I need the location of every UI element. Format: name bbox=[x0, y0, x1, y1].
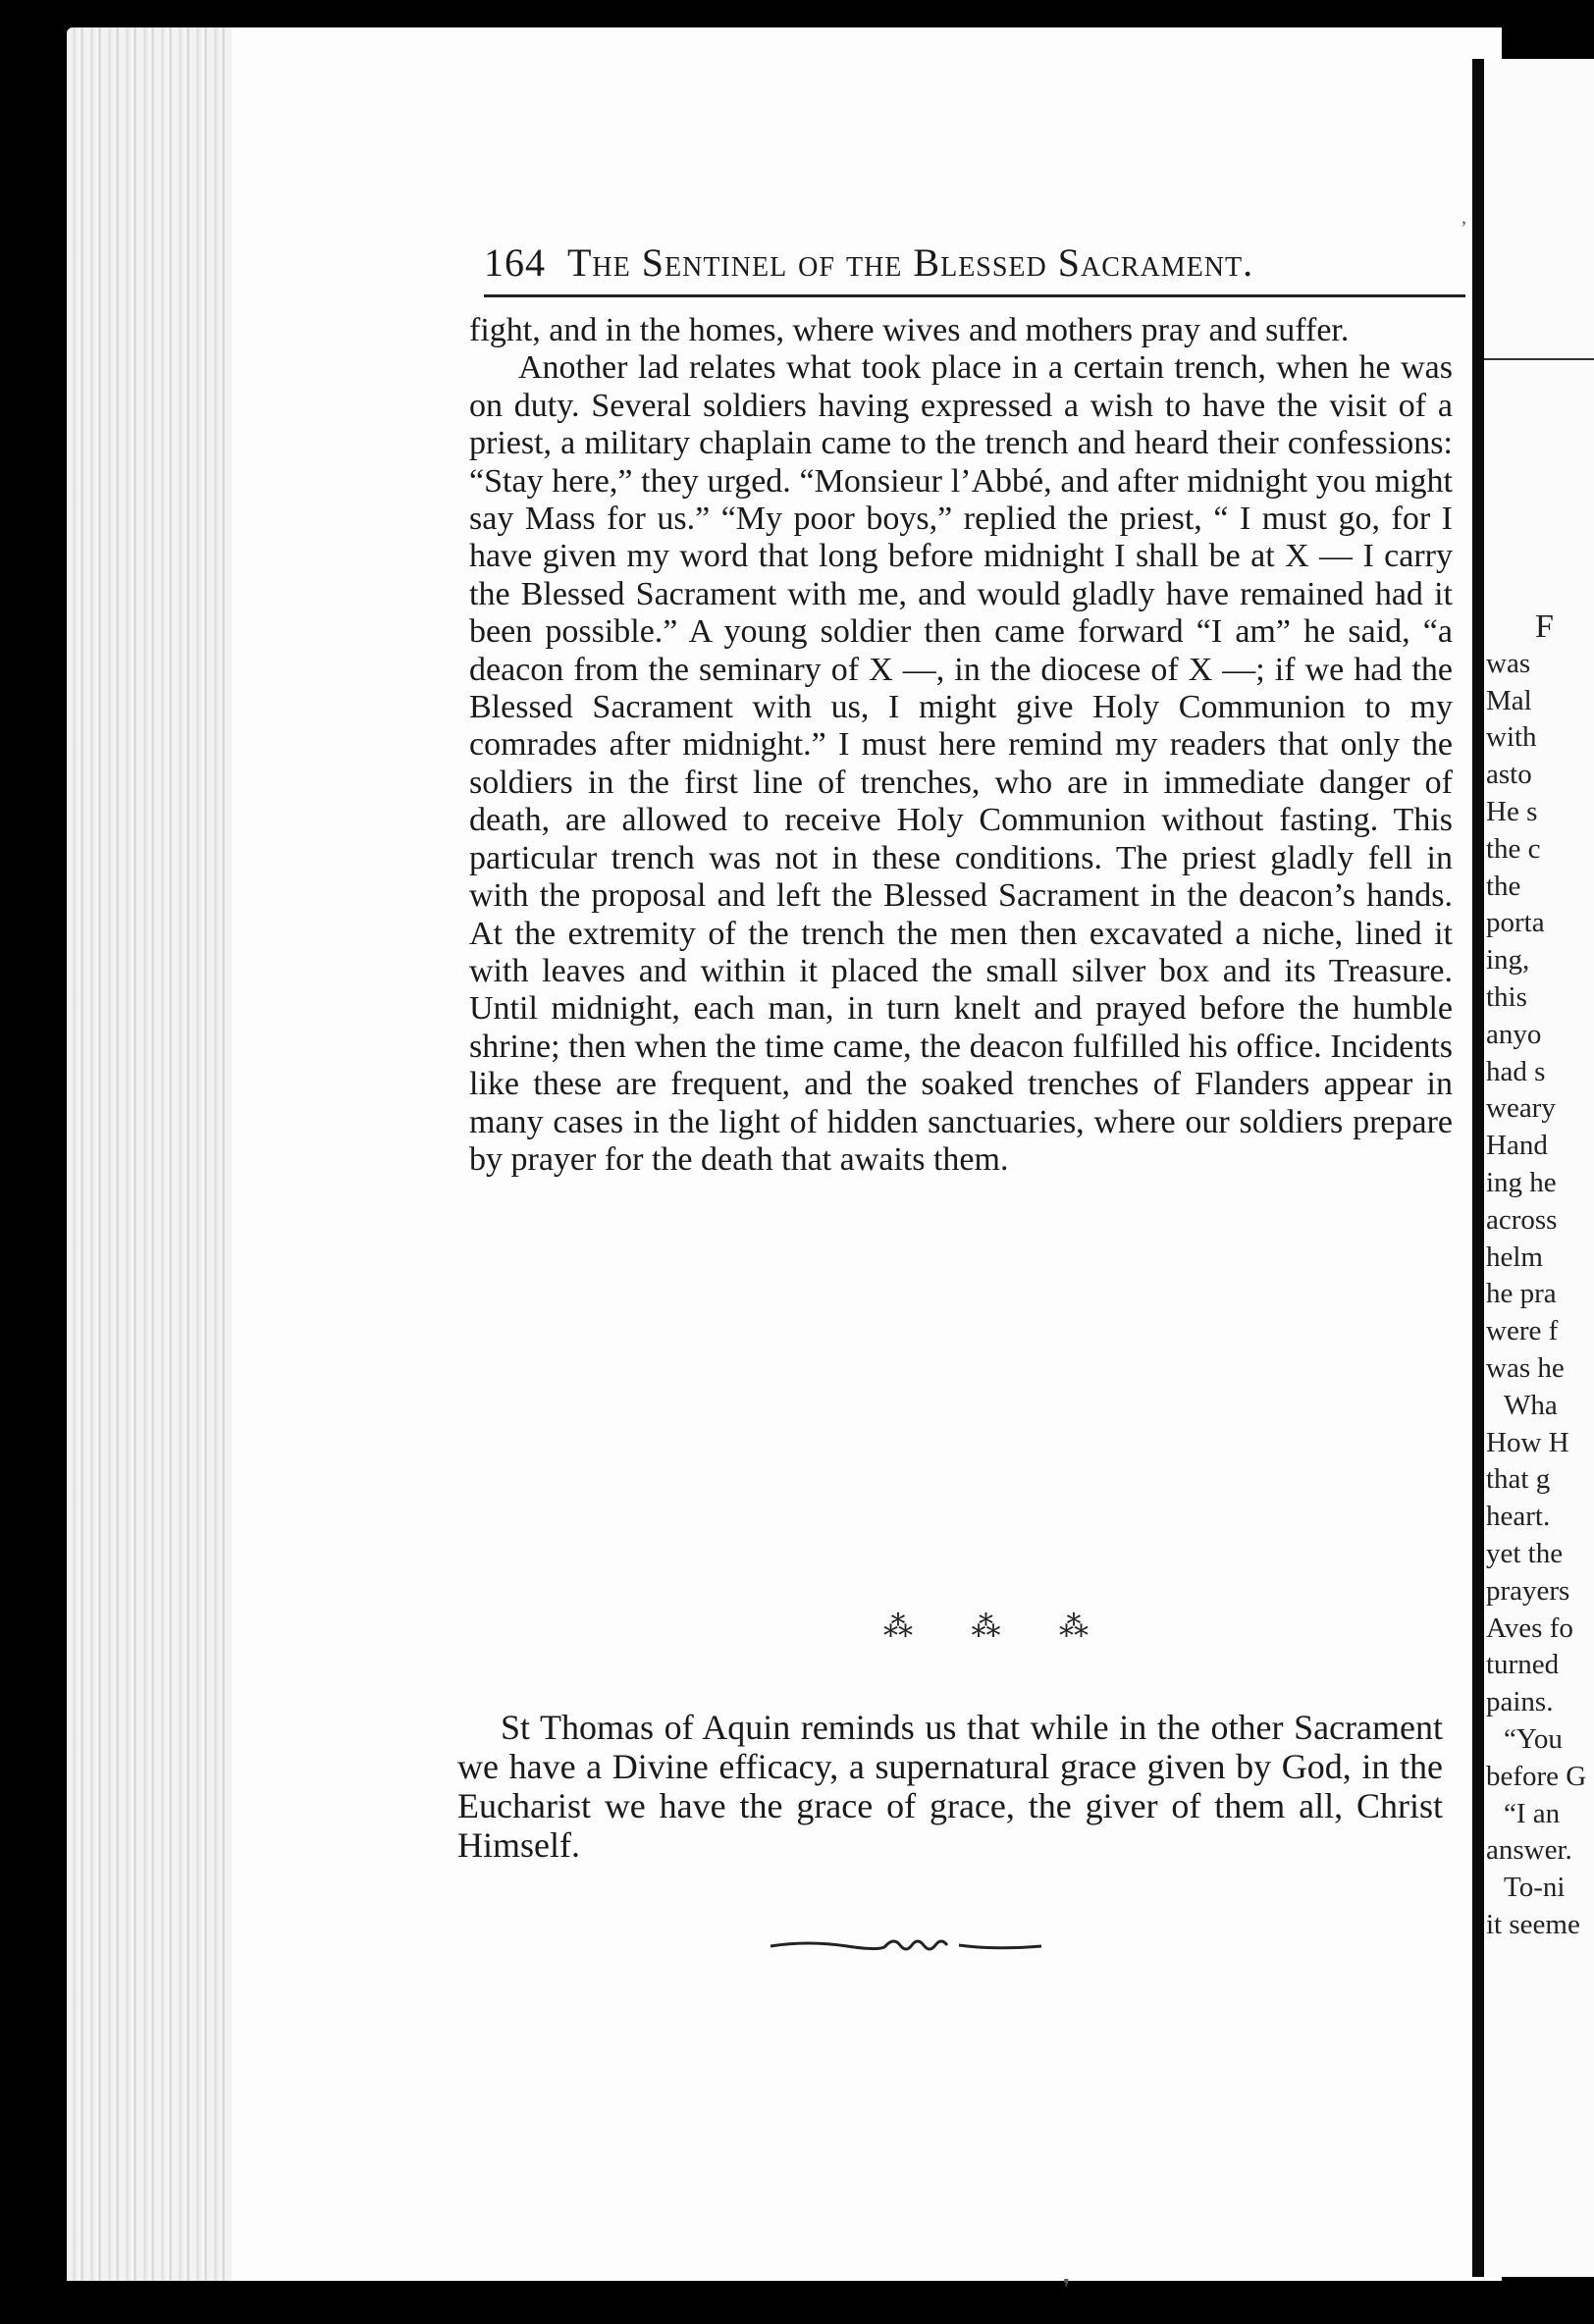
facing-page-line: prayers bbox=[1486, 1574, 1570, 1607]
facing-page-line: ing he bbox=[1486, 1166, 1557, 1198]
facing-page bbox=[1484, 59, 1594, 2277]
facing-page-line: it seeme bbox=[1486, 1908, 1580, 1940]
facing-page-line: before G bbox=[1486, 1760, 1587, 1792]
facing-page-line: asto bbox=[1486, 759, 1532, 791]
facing-page-line: had s bbox=[1486, 1055, 1546, 1087]
facing-page-line: He s bbox=[1486, 795, 1538, 827]
page-speck: ❜ bbox=[1063, 2275, 1071, 2299]
article-body bbox=[469, 312, 1453, 1179]
page-number: 164 bbox=[484, 240, 546, 285]
closing-quote bbox=[457, 1708, 1443, 1865]
header-rule bbox=[484, 294, 1465, 297]
facing-page-line: yet the bbox=[1486, 1537, 1564, 1569]
facing-page-line: Wha bbox=[1504, 1389, 1558, 1421]
facing-page-line: were f bbox=[1486, 1315, 1559, 1347]
facing-page-line: F bbox=[1535, 608, 1554, 645]
facing-page-line: he pra bbox=[1486, 1278, 1557, 1310]
facing-page-line: How H bbox=[1486, 1426, 1569, 1458]
facing-page-line: that g bbox=[1486, 1463, 1551, 1496]
facing-page-line: Hand bbox=[1486, 1130, 1548, 1162]
facing-page-line: To-ni bbox=[1504, 1872, 1566, 1904]
facing-page-line: anyo bbox=[1486, 1018, 1542, 1050]
facing-page-line: heart. bbox=[1486, 1501, 1551, 1533]
facing-page-line: “I an bbox=[1504, 1797, 1561, 1829]
facing-page-line: “You bbox=[1504, 1722, 1563, 1755]
facing-page-header-rule bbox=[1484, 358, 1594, 360]
section-separator: ⁂ ⁂ ⁂ bbox=[883, 1611, 1114, 1643]
running-header bbox=[484, 239, 1465, 286]
facing-page-line: helm bbox=[1486, 1241, 1543, 1273]
facing-page-line: Aves fo bbox=[1486, 1611, 1573, 1644]
ornament-flourish bbox=[769, 1931, 1043, 1961]
quote-text: St Thomas of Aquin reminds us that while in the other Sacrament we have a Divine efficacy, a supernatural grace given by God, in the Eucharist we have the grace of grace, the giver of them all, Christ Himself. bbox=[457, 1708, 1443, 1865]
paragraph-continued: fight, and in the homes, where wives and mothers pray and suffer. bbox=[469, 312, 1350, 348]
facing-page-text bbox=[1486, 608, 1594, 1944]
facing-page-line: was he bbox=[1486, 1351, 1565, 1384]
facing-page-line: porta bbox=[1486, 907, 1545, 939]
facing-page-line: ing, bbox=[1486, 944, 1530, 977]
page-speck: ʼ bbox=[1461, 218, 1467, 239]
facing-page-line: Mal bbox=[1486, 684, 1532, 716]
paragraph-trench-story: Another lad relates what took place in a certain trench, when he was on duty. Several soldiers having expressed a wish to have the visit of a priest, a military chaplain came to the trench and heard their confessions: “Stay here,” they urged. “Monsieur l’Abbé, and after midnight you might say Mass for us.” “My poor boys,” replied the priest, “ I must go, for I have given my word that long before midnight I shall be at X — I carry the Blessed Sacrament with me, and would gladly have remained had it been possible.” A young soldier then came forward “I am” he said, “a deacon from the seminary of X —, in the diocese of X —; if we had the Blessed Sacrament with us, I might give Holy Communion to my comrades after midnight.” I must here remind my readers that only the soldiers in the first line of trenches, who are in immediate danger of death, are allowed to receive Holy Communion without fasting. This particular trench was not in these conditions. The priest gladly fell in with the proposal and left the Blessed Sacrament in the deacon’s hands. At the extremity of the trench the men then excavated a niche, lined it with leaves and within it placed the small silver box and its Treasure. Until midnight, each man, in turn knelt and prayed before the humble shrine; then when the time came, the deacon fulfilled his office. Incidents like these are frequent, and the soaked trenches of Flanders appear in many cases in the light of hidden sanctuaries, where our soldiers prepare by prayer for the death that awaits them. bbox=[469, 349, 1453, 1178]
facing-page-line: this bbox=[1486, 980, 1527, 1013]
facing-page-line: with bbox=[1486, 721, 1537, 754]
facing-page-line: the bbox=[1486, 870, 1521, 902]
facing-page-line: the c bbox=[1486, 832, 1541, 865]
running-title: The Sentinel of the Blessed Sacrament. bbox=[567, 240, 1254, 285]
facing-page-line: weary bbox=[1486, 1092, 1556, 1125]
facing-page-line: was bbox=[1486, 647, 1531, 679]
facing-page-line: pains. bbox=[1486, 1686, 1554, 1718]
facing-page-line: answer. bbox=[1486, 1834, 1572, 1867]
facing-page-line: across bbox=[1486, 1203, 1558, 1236]
facing-page-line: turned bbox=[1486, 1649, 1560, 1681]
